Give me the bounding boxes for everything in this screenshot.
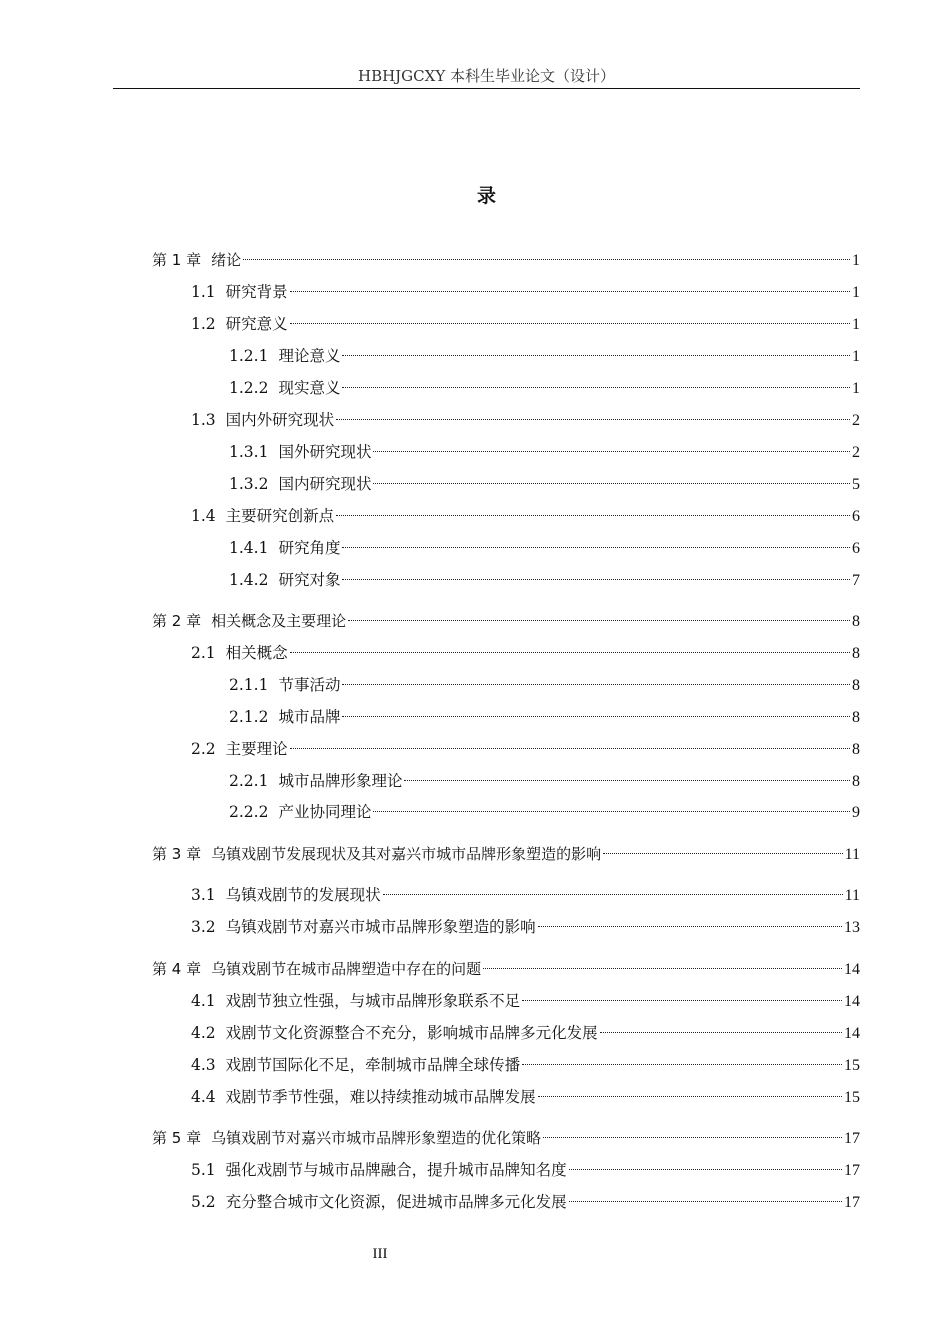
- toc-entry-section[interactable]: [191, 737, 860, 761]
- toc-entry-number: 第 4 章: [152, 960, 202, 978]
- toc-entry-number: 1.3.1: [229, 443, 269, 461]
- toc-entry-chapter-2[interactable]: [152, 609, 860, 633]
- toc-entry-section[interactable]: [191, 1021, 860, 1045]
- toc-entry-subsection[interactable]: [229, 800, 860, 824]
- toc-entry-number: 1.2: [191, 315, 216, 333]
- toc-entry-number: 1.3: [191, 411, 216, 429]
- toc-entry-page: 9: [852, 804, 860, 821]
- toc-entry-number: 2.1.2: [229, 708, 269, 726]
- dot-leader: [538, 1096, 842, 1097]
- toc-entry-title: 产业协同理论: [278, 803, 372, 821]
- toc-entry-number: 4.3: [191, 1056, 216, 1074]
- toc-entry-number: 第 2 章: [152, 612, 202, 630]
- toc-entry-subsection[interactable]: [229, 673, 860, 697]
- dot-leader: [290, 748, 850, 749]
- toc-entry-title: 充分整合城市文化资源，促进城市品牌多元化发展: [225, 1193, 567, 1211]
- toc-entry-number: 2.2.1: [229, 772, 269, 790]
- toc-entry-page: 8: [852, 645, 860, 662]
- dot-leader: [543, 1137, 842, 1138]
- toc-entry-number: 1.4.2: [229, 571, 269, 589]
- toc-entry-number: 5.2: [191, 1193, 216, 1211]
- toc-entry-subsection[interactable]: [229, 568, 860, 592]
- toc-entry-title: 乌镇戏剧节对嘉兴市城市品牌形象塑造的优化策略: [211, 1129, 542, 1147]
- dot-leader: [290, 323, 850, 324]
- toc-entry-page: 15: [844, 1057, 860, 1074]
- toc-entry-section[interactable]: [191, 504, 860, 528]
- toc-entry-title: 相关概念: [225, 644, 288, 662]
- toc-entry-title: 乌镇戏剧节的发展现状: [225, 886, 381, 904]
- toc-entry-title: 理论意义: [278, 347, 341, 365]
- dot-leader: [383, 894, 843, 895]
- dot-leader: [290, 652, 850, 653]
- toc-title: 录: [476, 185, 496, 207]
- toc-entry-subsection[interactable]: [229, 472, 860, 496]
- toc-entry-number: 1.2.1: [229, 347, 269, 365]
- toc-entry-page: 1: [852, 252, 860, 269]
- dot-leader: [603, 853, 842, 854]
- toc-entry-number: 第 3 章: [152, 845, 202, 863]
- dot-leader: [348, 620, 850, 621]
- toc-entry-chapter-3[interactable]: [152, 842, 860, 866]
- toc-entry-title: 乌镇戏剧节对嘉兴市城市品牌形象塑造的影响: [225, 918, 536, 936]
- toc-entry-number: 4.2: [191, 1024, 216, 1042]
- toc-entry-subsection[interactable]: [229, 705, 860, 729]
- toc-entry-number: 2.2: [191, 740, 216, 758]
- toc-entry-page: 17: [844, 1162, 860, 1179]
- toc-entry-subsection[interactable]: [229, 376, 860, 400]
- toc-entry-subsection[interactable]: [229, 536, 860, 560]
- toc-entry-number: 2.1: [191, 644, 216, 662]
- toc-entry-title: 研究角度: [278, 539, 341, 557]
- toc-entry-title: 城市品牌形象理论: [278, 772, 403, 790]
- toc-entry-title: 主要研究创新点: [225, 507, 335, 525]
- dot-leader: [600, 1032, 842, 1033]
- toc-entry-page: 1: [852, 284, 860, 301]
- dot-leader: [483, 968, 842, 969]
- toc-entry-page: 11: [844, 887, 860, 904]
- toc-entry-page: 2: [852, 444, 860, 461]
- dot-leader: [243, 259, 850, 260]
- toc-entry-title: 城市品牌: [278, 708, 341, 726]
- dot-leader: [373, 451, 850, 452]
- toc-entry-section[interactable]: [191, 408, 860, 432]
- toc-entry-number: 第 5 章: [152, 1129, 202, 1147]
- dot-leader: [522, 1000, 842, 1001]
- toc-entry-page: 8: [852, 741, 860, 758]
- dot-leader: [342, 684, 850, 685]
- toc-entry-page: 13: [844, 919, 860, 936]
- toc-entry-number: 4.1: [191, 992, 216, 1010]
- toc-entry-section[interactable]: [191, 1085, 860, 1109]
- toc-entry-title: 研究意义: [225, 315, 288, 333]
- toc-entry-number: 第 1 章: [152, 251, 202, 269]
- toc-entry-page: 6: [852, 540, 860, 557]
- toc-entry-section[interactable]: [191, 1053, 860, 1077]
- dot-leader: [373, 811, 850, 812]
- toc-entry-title: 戏剧节国际化不足，牵制城市品牌全球传播: [225, 1056, 521, 1074]
- toc-entry-section[interactable]: [191, 641, 860, 665]
- toc-entry-title: 强化戏剧节与城市品牌融合，提升城市品牌知名度: [225, 1161, 567, 1179]
- toc-entry-number: 1.1: [191, 283, 216, 301]
- toc-entry-title: 研究背景: [225, 283, 288, 301]
- toc-entry-subsection[interactable]: [229, 440, 860, 464]
- dot-leader: [290, 291, 850, 292]
- dot-leader: [342, 716, 850, 717]
- toc-entry-page: 17: [844, 1130, 860, 1147]
- dot-leader: [373, 483, 850, 484]
- toc-entry-page: 1: [852, 380, 860, 397]
- toc-entry-number: 2.1.1: [229, 676, 269, 694]
- toc-entry-page: 8: [852, 773, 860, 790]
- toc-entry-page: 15: [844, 1089, 860, 1106]
- toc-entry-title: 绪论: [211, 251, 242, 269]
- toc-entry-page: 6: [852, 508, 860, 525]
- page-number: III: [372, 1246, 388, 1262]
- toc-entry-title: 现实意义: [278, 379, 341, 397]
- toc-entry-title: 相关概念及主要理论: [211, 612, 347, 630]
- toc-entry-number: 1.2.2: [229, 379, 269, 397]
- toc-entry-title: 国内研究现状: [278, 475, 372, 493]
- toc-entry-chapter-1[interactable]: [152, 248, 860, 272]
- toc-entry-page: 8: [852, 709, 860, 726]
- toc-entry-section[interactable]: [191, 989, 860, 1013]
- toc-entry-title: 节事活动: [278, 676, 341, 694]
- toc-entry-subsection[interactable]: [229, 769, 860, 793]
- dot-leader: [569, 1169, 842, 1170]
- toc-entry-page: 11: [844, 846, 860, 863]
- toc-entry-title: 乌镇戏剧节在城市品牌塑造中存在的问题: [211, 960, 482, 978]
- toc-entry-page: 14: [844, 1025, 860, 1042]
- toc-entry-number: 5.1: [191, 1161, 216, 1179]
- toc-entry-title: 乌镇戏剧节发展现状及其对嘉兴市城市品牌形象塑造的影响: [211, 845, 602, 863]
- toc-entry-page: 8: [852, 613, 860, 630]
- toc-entry-number: 2.2.2: [229, 803, 269, 821]
- toc-entry-title: 戏剧节独立性强，与城市品牌形象联系不足: [225, 992, 521, 1010]
- dot-leader: [522, 1064, 842, 1065]
- toc-entry-page: 1: [852, 348, 860, 365]
- toc-entry-number: 1.3.2: [229, 475, 269, 493]
- toc-entry-chapter-5[interactable]: [152, 1126, 860, 1150]
- toc-entry-page: 5: [852, 476, 860, 493]
- toc-entry-title: 主要理论: [225, 740, 288, 758]
- toc-entry-page: 8: [852, 677, 860, 694]
- toc-entry-page: 2: [852, 412, 860, 429]
- toc-entry-number: 3.2: [191, 918, 216, 936]
- toc-entry-section[interactable]: [191, 312, 860, 336]
- page-header: HBHJGCXY 本科生毕业论文（设计）: [357, 67, 615, 85]
- toc-entry-title: 国内外研究现状: [225, 411, 335, 429]
- dot-leader: [538, 926, 842, 927]
- toc-entry-number: 3.1: [191, 886, 216, 904]
- toc-entry-section[interactable]: [191, 1190, 860, 1214]
- toc-entry-title: 戏剧节文化资源整合不充分，影响城市品牌多元化发展: [225, 1024, 598, 1042]
- toc-entry-page: 17: [844, 1194, 860, 1211]
- toc-entry-chapter-4[interactable]: [152, 957, 860, 981]
- toc-entry-number: 1.4.1: [229, 539, 269, 557]
- toc-entry-title: 戏剧节季节性强，难以持续推动城市品牌发展: [225, 1088, 536, 1106]
- toc-entry-title: 研究对象: [278, 571, 341, 589]
- dot-leader: [569, 1201, 842, 1202]
- toc-entry-page: 1: [852, 316, 860, 333]
- dot-leader: [342, 547, 850, 548]
- toc-entry-number: 4.4: [191, 1088, 216, 1106]
- dot-leader: [336, 515, 850, 516]
- toc-entry-section[interactable]: [191, 915, 860, 939]
- toc-entry-page: 7: [852, 572, 860, 589]
- toc-entry-section[interactable]: [191, 883, 860, 907]
- toc-entry-title: 国外研究现状: [278, 443, 372, 461]
- dot-leader: [342, 355, 850, 356]
- dot-leader: [342, 579, 850, 580]
- toc-entry-subsection[interactable]: [229, 344, 860, 368]
- dot-leader: [342, 387, 850, 388]
- toc-entry-number: 1.4: [191, 507, 216, 525]
- toc-entry-page: 14: [844, 993, 860, 1010]
- header-rule: [113, 88, 860, 89]
- toc-entry-page: 14: [844, 961, 860, 978]
- dot-leader: [404, 780, 850, 781]
- dot-leader: [336, 419, 850, 420]
- toc-entry-section[interactable]: [191, 280, 860, 304]
- toc-entry-section[interactable]: [191, 1158, 860, 1182]
